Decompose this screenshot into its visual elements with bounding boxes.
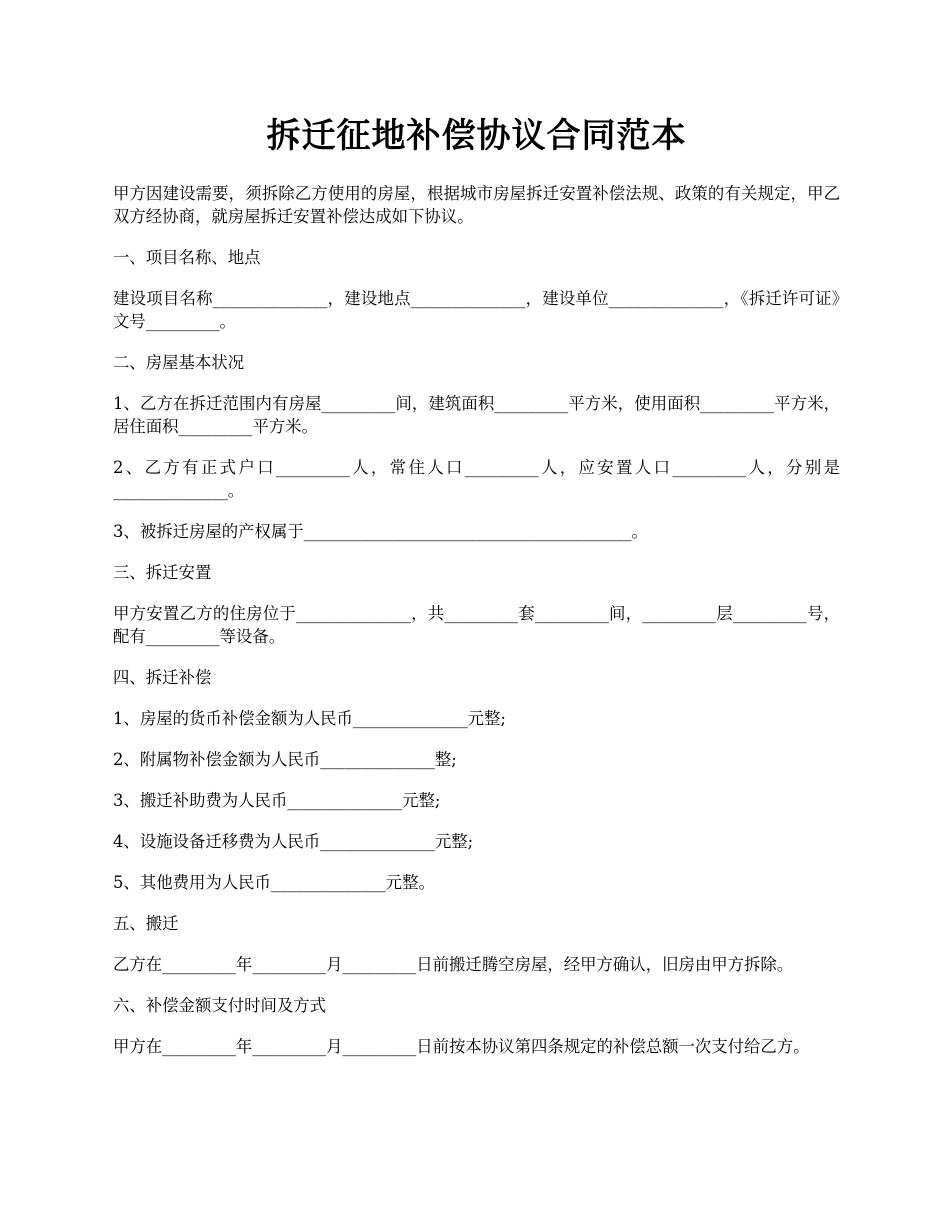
document-page [113,112,840,1076]
payment-paragraph: 甲方在_________年_________月_________日前按本协议第四条规定的补偿总额一次支付给乙方。 [113,1037,810,1056]
household-paragraph: 2、乙方有正式户口_________人，常住人口_________人，应安置人口_________人，分别是______________。 [113,458,840,500]
intro-paragraph: 甲方因建设需要，须拆除乙方使用的房屋，根据城市房屋拆迁安置补偿法规、政策的有关规定，甲乙双方经协商，就房屋拆迁安置补偿达成如下协议。 [113,184,840,226]
project-info-paragraph: 建设项目名称______________，建设地点______________，建设单位______________，《拆迁许可证》文号_________。 [113,289,840,331]
compensation-item-5: 5、其他费用为人民币______________元整。 [113,873,435,892]
section-heading-house-status: 二、房屋基本状况 [113,353,245,372]
section-heading-resettlement: 三、拆迁安置 [113,563,212,582]
relocation-paragraph: 乙方在_________年_________月_________日前搬迁腾空房屋，经甲方确认，旧房由甲方拆除。 [113,955,794,974]
house-area-paragraph: 1、乙方在拆迁范围内有房屋_________间，建筑面积_________平方米，使用面积_________平方米，居住面积_________平方米。 [113,394,840,436]
section-heading-project: 一、项目名称、地点 [113,248,261,267]
property-rights-paragraph: 3、被拆迁房屋的产权属于________________________________________。 [113,522,648,541]
compensation-item-1: 1、房屋的货币补偿金额为人民币______________元整; [113,709,506,728]
section-heading-relocation: 五、搬迁 [113,914,179,933]
section-heading-compensation: 四、拆迁补偿 [113,668,212,687]
compensation-item-4: 4、设施设备迁移费为人民币______________元整; [113,832,474,851]
section-heading-payment: 六、补偿金额支付时间及方式 [113,996,327,1015]
resettlement-paragraph: 甲方安置乙方的住房位于______________，共_________套_________间，_________层_________号，配有_________等设备。 [113,604,840,646]
compensation-item-3: 3、搬迁补助费为人民币______________元整; [113,791,441,810]
compensation-item-2: 2、附属物补偿金额为人民币______________整; [113,750,457,769]
document-title: 拆迁征地补偿协议合同范本 [266,116,687,156]
